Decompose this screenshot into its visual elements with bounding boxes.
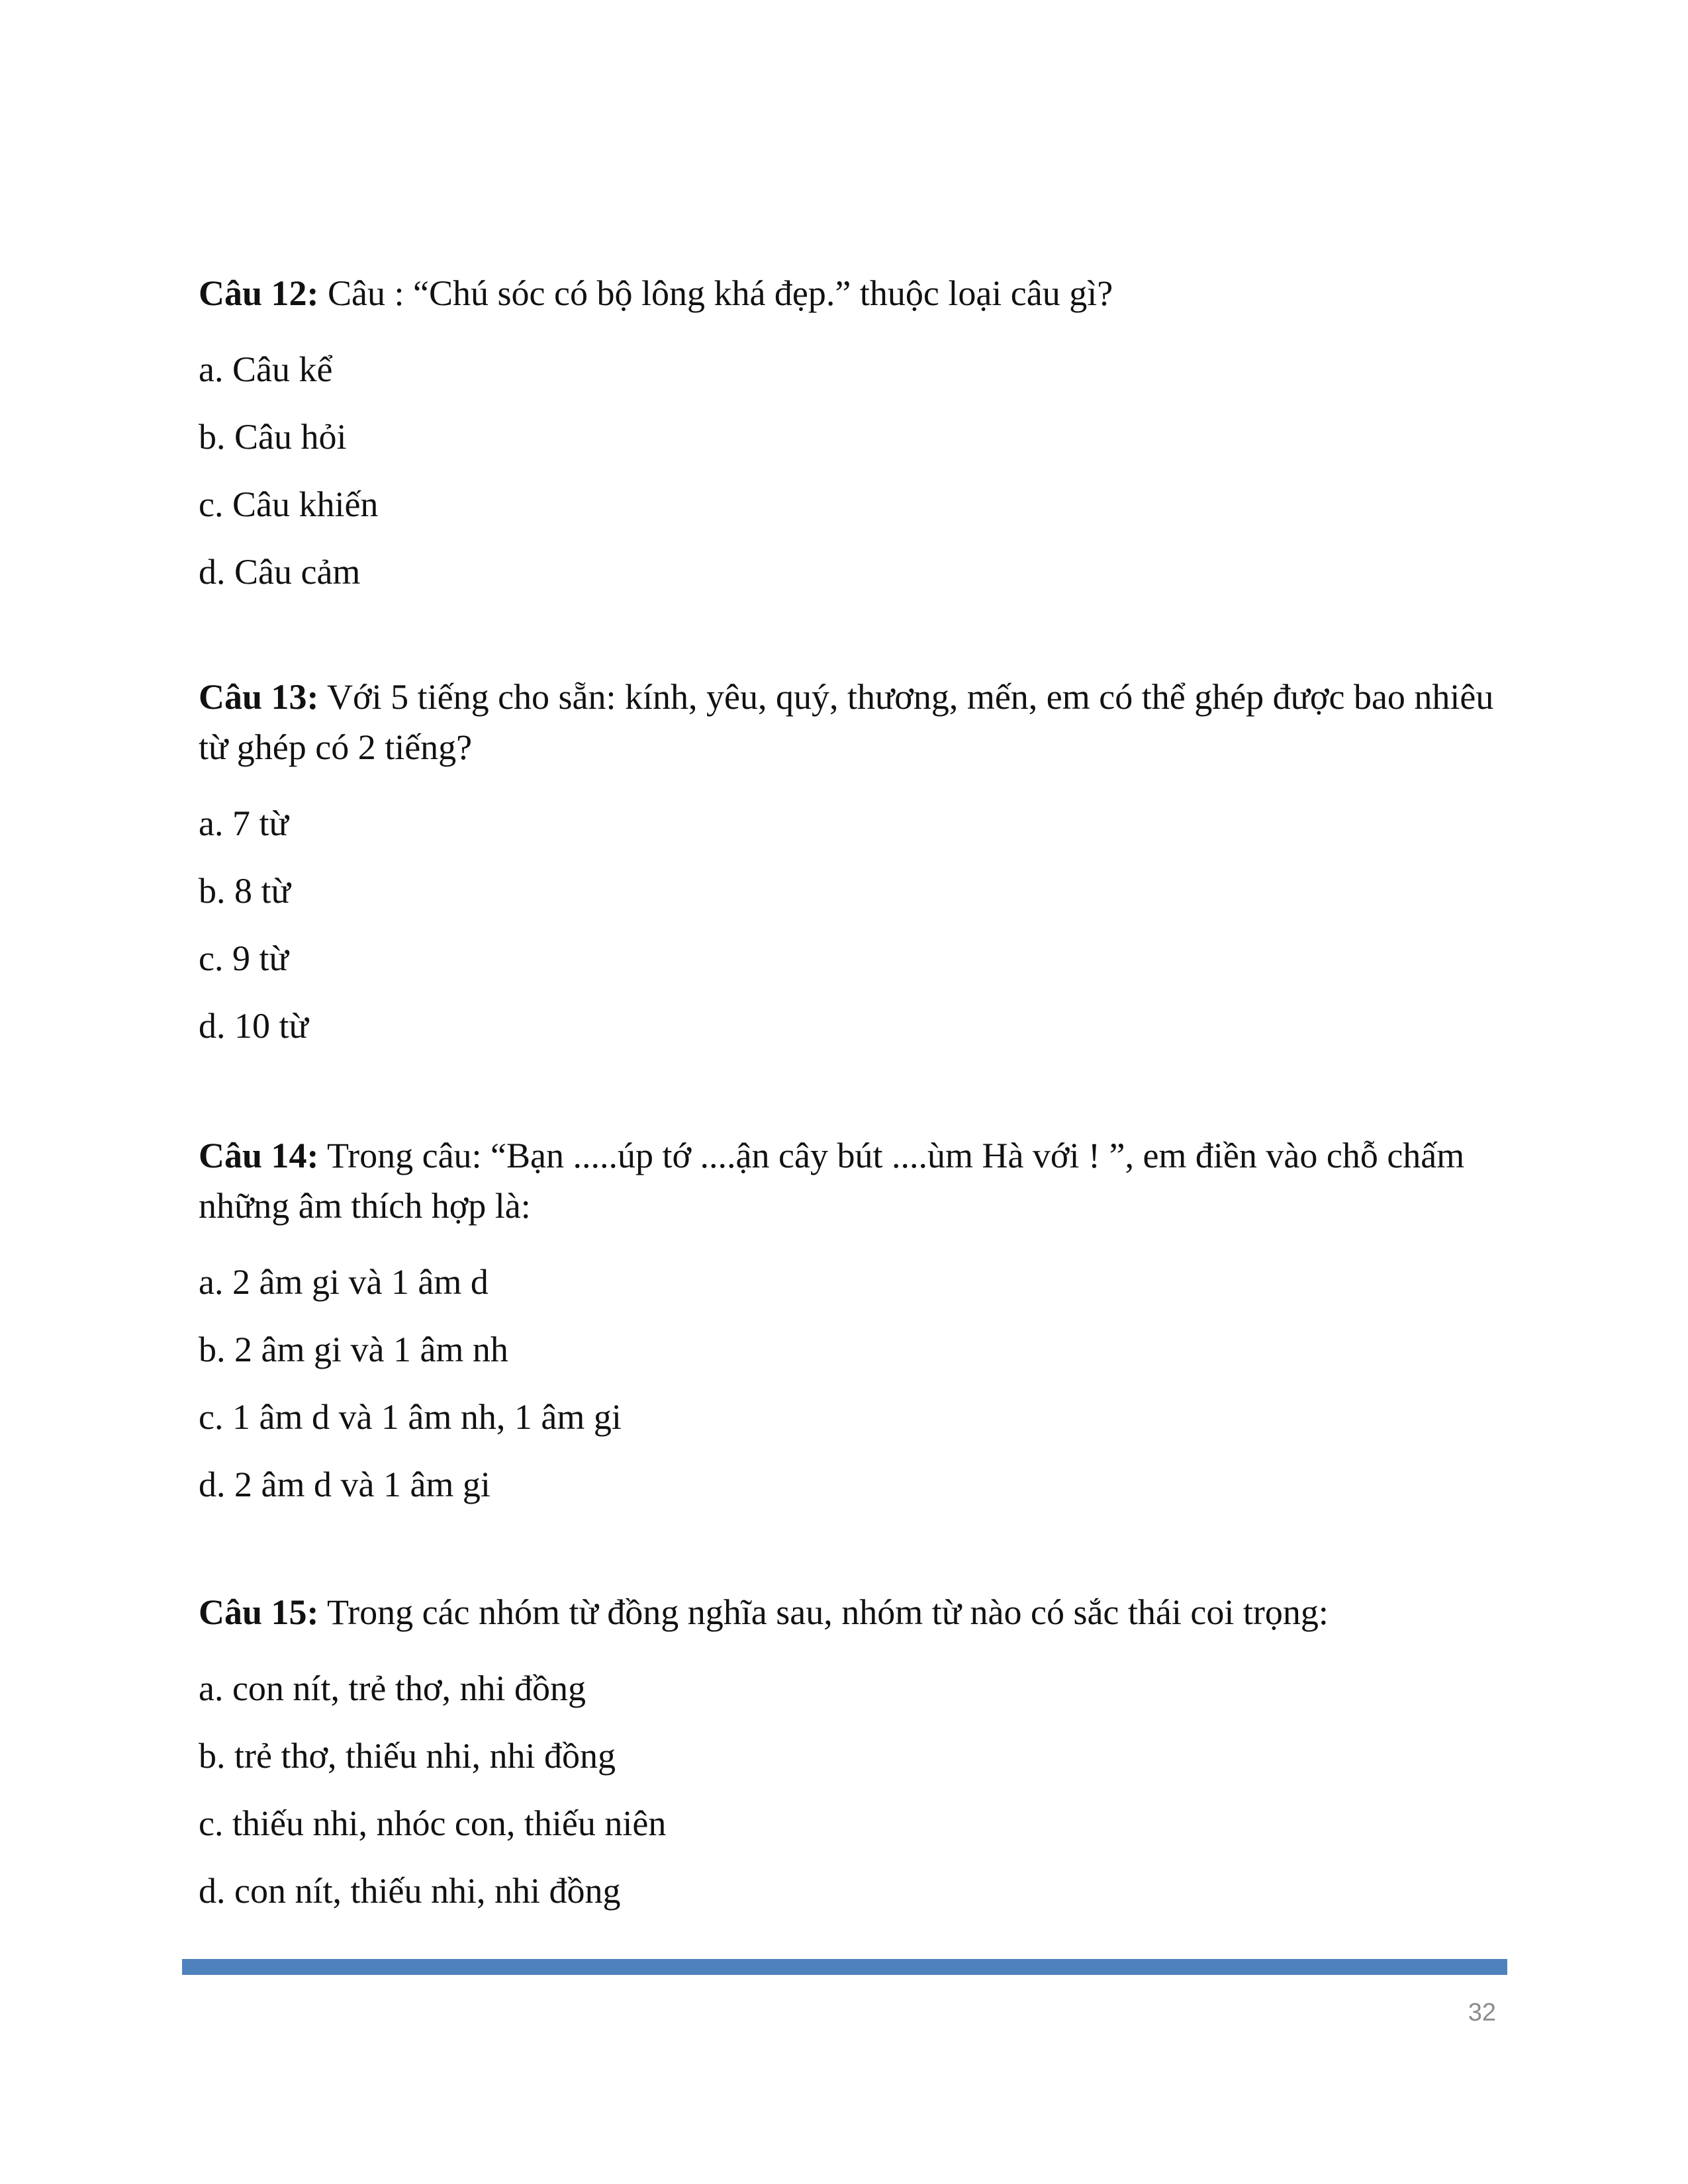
question-text: Trong các nhóm từ đồng nghĩa sau, nhóm từ nào có sắc thái coi trọng:	[318, 1592, 1329, 1632]
question-stem	[199, 672, 1496, 772]
question-15	[199, 1587, 1496, 1925]
answer-option-c: c. 1 âm d và 1 âm nh, 1 âm gi	[199, 1397, 622, 1437]
answer-option-b: b. 8 từ	[199, 871, 291, 911]
question-number: Câu 12:	[199, 273, 319, 313]
footer-rule	[182, 1959, 1507, 1975]
answer-option-c: c. Câu khiến	[199, 484, 379, 524]
question-text: Với 5 tiếng cho sẵn: kính, yêu, quý, thương, mến, em có thể ghép được bao nhiêu từ ghép có 2 tiếng?	[199, 677, 1494, 767]
answer-option-a: a. Câu kể	[199, 349, 333, 389]
page-number: 32	[1468, 1999, 1496, 2026]
question-stem	[199, 268, 1496, 318]
answer-option-d: d. con nít, thiếu nhi, nhi đồng	[199, 1871, 621, 1911]
question-12	[199, 268, 1496, 606]
answer-option-c: c. thiếu nhi, nhóc con, thiếu niên	[199, 1803, 667, 1843]
question-14	[199, 1130, 1496, 1518]
question-stem	[199, 1130, 1496, 1231]
answer-option-a: a. con nít, trẻ thơ, nhi đồng	[199, 1668, 586, 1708]
answer-option-d: d. Câu cảm	[199, 552, 361, 592]
question-stem	[199, 1587, 1496, 1637]
answer-option-b: b. 2 âm gi và 1 âm nh	[199, 1330, 508, 1369]
answer-option-a: a. 7 từ	[199, 803, 289, 843]
question-number: Câu 15:	[199, 1592, 319, 1632]
question-number: Câu 14:	[199, 1136, 319, 1175]
answer-option-d: d. 10 từ	[199, 1006, 308, 1046]
answer-option-d: d. 2 âm d và 1 âm gi	[199, 1465, 491, 1504]
question-text: Trong câu: “Bạn .....úp tớ ....ận cây bút ....ùm Hà với ! ”, em điền vào chỗ chấm những âm thích hợp là:	[199, 1136, 1465, 1226]
question-13	[199, 672, 1496, 1060]
answer-option-b: b. trẻ thơ, thiếu nhi, nhi đồng	[199, 1736, 616, 1776]
answer-option-b: b. Câu hỏi	[199, 417, 347, 457]
question-number: Câu 13:	[199, 677, 319, 717]
answer-option-a: a. 2 âm gi và 1 âm d	[199, 1262, 489, 1302]
answer-option-c: c. 9 từ	[199, 938, 289, 978]
question-text: Câu : “Chú sóc có bộ lông khá đẹp.” thuộc loại câu gì?	[318, 273, 1113, 313]
